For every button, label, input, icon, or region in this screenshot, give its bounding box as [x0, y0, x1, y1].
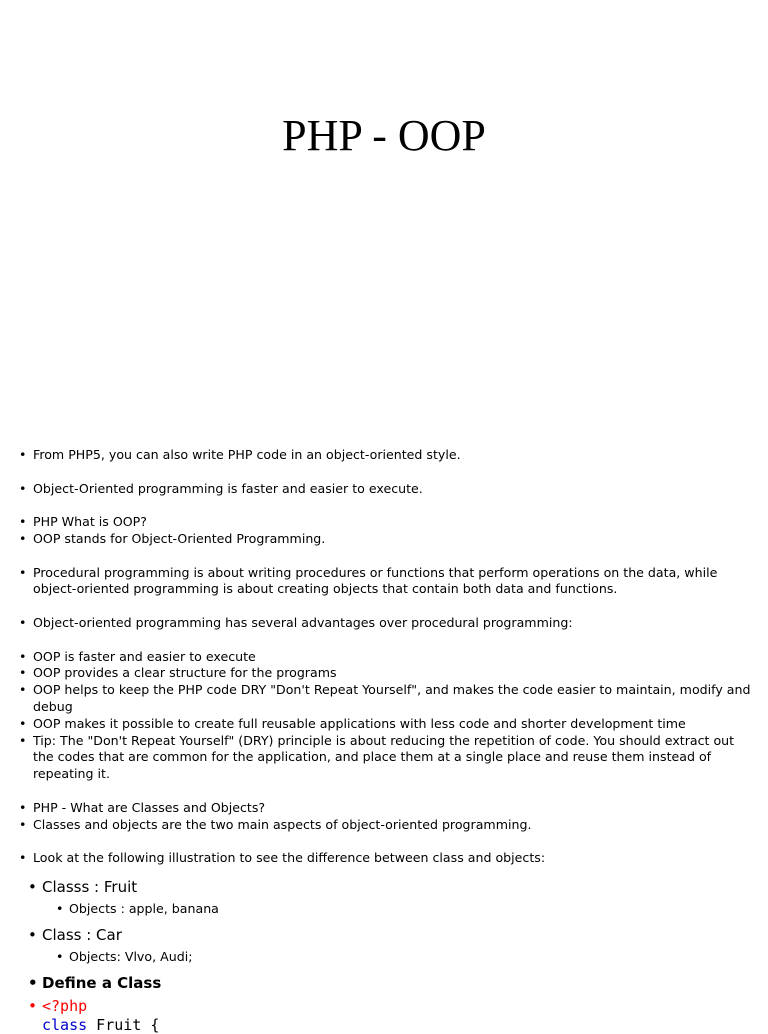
bullet-item: • Object-oriented programming has several advantages over procedural programming: [16, 615, 752, 632]
bullet-item: • OOP provides a clear structure for the programs [16, 665, 752, 682]
bullet-item: • OOP is faster and easier to execute [16, 649, 752, 666]
bullet-item: • PHP - What are Classes and Objects? [16, 800, 752, 817]
bullet-item: • OOP makes it possible to create full reusable applications with less code and shorter development time [16, 716, 752, 733]
define-class-heading: • Define a Class [26, 973, 746, 993]
code-class-line [26, 1016, 746, 1034]
bullet-item: • From PHP5, you can also write PHP code in an object-oriented style. [16, 447, 752, 464]
bullet-item: • PHP What is OOP? [16, 514, 752, 531]
bullet-item: • Procedural programming is about writing procedures or functions that perform operations on the data, while object-oriented programming is about creating objects that contain both data and functions. [16, 565, 752, 599]
objects-item-car: • Objects: Vlvo, Audi; [26, 948, 746, 966]
bullet-item: • OOP helps to keep the PHP code DRY "Don't Repeat Yourself", and makes the code easier to maintain, modify and debug [16, 682, 752, 716]
class-item-car: • Class : Car [26, 925, 746, 945]
objects-item-fruit: • Objects : apple, banana [26, 900, 746, 918]
bullet-item: • OOP stands for Object-Oriented Programming. [16, 531, 752, 548]
bullet-item: • Look at the following illustration to see the difference between class and objects: [16, 850, 752, 867]
bullet-item: • Object-Oriented programming is faster and easier to execute. [16, 481, 752, 498]
code-php-open-text: <?php [42, 997, 88, 1015]
slide-title: PHP - OOP [282, 111, 486, 160]
code-php-open-tag [26, 996, 746, 1016]
code-class-keyword: class [42, 1016, 88, 1034]
bullet-item: • Classes and objects are the two main aspects of object-oriented programming. [16, 817, 752, 834]
class-item-fruit: • Classs : Fruit [26, 877, 746, 897]
code-class-name: Fruit { [87, 1016, 160, 1034]
body-bullet-list [16, 447, 752, 867]
bullet-item: • Tip: The "Don't Repeat Yourself" (DRY) principle is about reducing the repetition of code. You should extract out the codes that are common for the application, and place them at a single place and reuse them instead of repeating it. [16, 733, 752, 783]
example-list [26, 877, 746, 1034]
